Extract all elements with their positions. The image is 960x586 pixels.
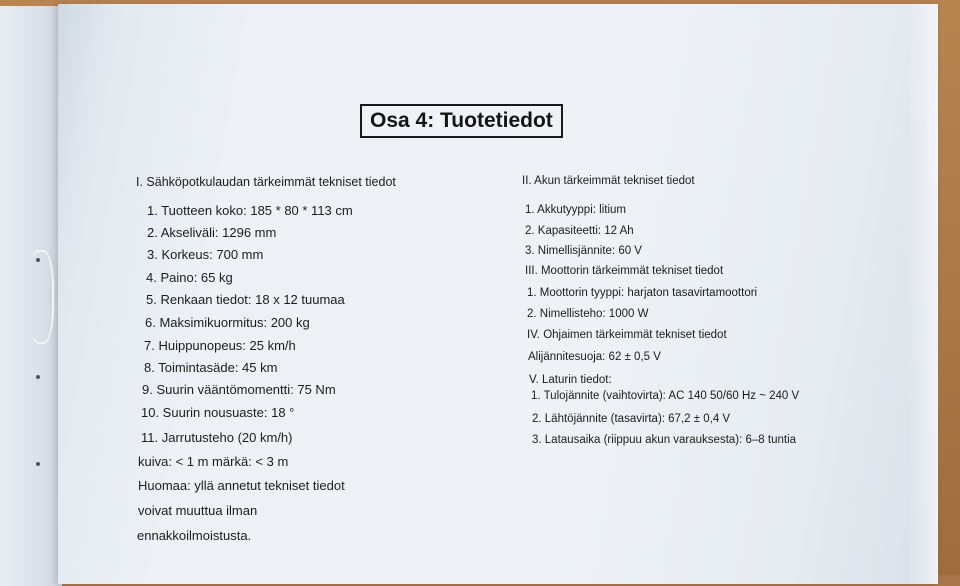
list-item: 3. Latausaika (riippuu akun varauksesta): 6–8 tuntia bbox=[532, 434, 797, 446]
list-item: 8. Toimintasäde: 45 km bbox=[144, 360, 278, 375]
page-edge bbox=[908, 4, 938, 584]
list-item: kuiva: < 1 m märkä: < 3 m bbox=[138, 454, 289, 469]
note-text: voivat muuttua ilman bbox=[138, 503, 258, 518]
list-item: 6. Maksimikuormitus: 200 kg bbox=[145, 315, 310, 330]
section-heading: I. Sähköpotkulaudan tärkeimmät tekniset tiedot bbox=[136, 175, 396, 189]
list-item: 4. Paino: 65 kg bbox=[146, 270, 233, 285]
list-item: 1. Akkutyyppi: litium bbox=[525, 204, 626, 216]
list-item: 3. Nimellisjännite: 60 V bbox=[525, 245, 642, 257]
list-item: 5. Renkaan tiedot: 18 x 12 tuumaa bbox=[146, 292, 345, 307]
page-title: Osa 4: Tuotetiedot bbox=[360, 104, 563, 138]
list-item: 11. Jarrutusteho (20 km/h) bbox=[141, 430, 293, 445]
list-item: 2. Nimellisteho: 1000 W bbox=[527, 308, 649, 320]
list-item: 2. Kapasiteetti: 12 Ah bbox=[525, 225, 634, 237]
binding-stitch bbox=[36, 375, 40, 379]
list-item: 3. Korkeus: 700 mm bbox=[147, 247, 264, 262]
list-item: 1. Tulojännite (vaihtovirta): AC 140 50/60 Hz ~ 240 V bbox=[531, 390, 800, 402]
list-item: 2. Lähtöjännite (tasavirta): 67,2 ± 0,4 V bbox=[532, 413, 731, 425]
binding-thread bbox=[28, 250, 54, 344]
list-item: 7. Huippunopeus: 25 km/h bbox=[144, 338, 296, 353]
section-heading: V. Laturin tiedot: bbox=[529, 374, 612, 386]
note-text: Huomaa: yllä annetut tekniset tiedot bbox=[138, 478, 345, 493]
binding-stitch bbox=[36, 462, 40, 466]
list-item: 10. Suurin nousuaste: 18 ° bbox=[141, 405, 295, 420]
section-heading: IV. Ohjaimen tärkeimmät tekniset tiedot bbox=[527, 329, 727, 341]
list-item: 1. Tuotteen koko: 185 * 80 * 113 cm bbox=[147, 203, 353, 218]
list-item: Alijännitesuoja: 62 ± 0,5 V bbox=[528, 351, 661, 363]
list-item: 2. Akseliväli: 1296 mm bbox=[147, 225, 277, 240]
section-heading: III. Moottorin tärkeimmät tekniset tiedot bbox=[525, 265, 724, 277]
binding-stitch bbox=[36, 258, 40, 262]
list-item: 9. Suurin vääntömomentti: 75 Nm bbox=[142, 382, 336, 397]
section-heading: II. Akun tärkeimmät tekniset tiedot bbox=[522, 175, 695, 187]
note-text: ennakkoilmoistusta. bbox=[137, 528, 252, 543]
list-item: 1. Moottorin tyyppi: harjaton tasavirtamoottori bbox=[527, 287, 758, 299]
